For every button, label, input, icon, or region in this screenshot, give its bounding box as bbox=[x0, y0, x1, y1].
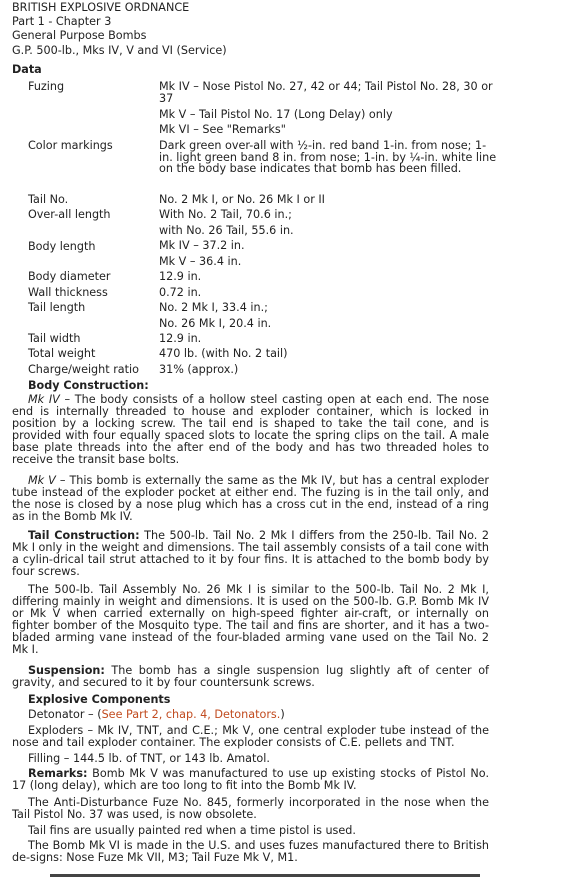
category-title: General Purpose Bombs bbox=[12, 29, 147, 42]
mk5-lead: Mk V bbox=[28, 474, 56, 487]
tail-no-value: No. 2 Mk I, or No. 26 Mk I or II bbox=[159, 193, 325, 206]
color-label: Color markings bbox=[28, 139, 113, 152]
charge-ratio-label: Charge/weight ratio bbox=[28, 363, 139, 376]
tail-length-value-2: No. 26 Mk I, 20.4 in. bbox=[159, 317, 272, 330]
charge-ratio-value: 31% (approx.) bbox=[159, 363, 239, 376]
tail-construction-p2: The 500-lb. Tail Assembly No. 26 Mk I is similar to the 500-lb. Tail No. 2 Mk I, differing mainly in weight and dimensions. It is used on the 500-lb. G.P. Bomb Mk IV or Mk V when carried externally on high-speed fighter air-craft, or internally on fighter bomber of the Mosquito type. The tail and fins are shorter, and it has a two-bladed arming vane instead of the four-bladed arming vane used on the Tail No. 2 Mk I. bbox=[12, 583, 489, 656]
wall-thickness-label: Wall thickness bbox=[28, 286, 108, 299]
total-weight-value: 470 lb. (with No. 2 tail) bbox=[159, 347, 288, 360]
detonators-link[interactable]: See Part 2, chap. 4, Detonators. bbox=[101, 708, 281, 721]
tail-width-value: 12.9 in. bbox=[159, 332, 202, 345]
body-construction-heading: Body Construction: bbox=[28, 379, 149, 392]
tail-length-value-1: No. 2 Mk I, 33.4 in.; bbox=[159, 301, 268, 314]
overall-length-label: Over-all length bbox=[28, 208, 111, 221]
body-diameter-label: Body diameter bbox=[28, 270, 111, 283]
body-length-value-2: Mk V – 36.4 in. bbox=[159, 255, 242, 268]
mk4-text: – The body consists of a hollow steel casting open at each end. The nose end is internally threaded to house and exploder container, which is locked in position by a locking screw. The tail end is shaped to take the tail cone, and is provided with four equally spaced slots to locate the spring clips on the tail. A male base plate threads into the after end of the body and has two threaded holes to receive the transit base bolts. bbox=[12, 393, 489, 466]
mk5-text: – This bomb is externally the same as the Mk IV, but has a central exploder tube instead of the exploder pocket at either end. The fuzing is in the tail only, and the nose is closed by a nose plug which has a cross cut in the end, instead of a ring as in the Bomb Mk IV. bbox=[12, 474, 489, 523]
bomb-title: G.P. 500-lb., Mks IV, V and VI (Service) bbox=[12, 44, 227, 57]
tail-no-label: Tail No. bbox=[28, 193, 69, 206]
overall-length-value-2: with No. 26 Tail, 55.6 in. bbox=[159, 224, 294, 237]
body-diameter-value: 12.9 in. bbox=[159, 270, 202, 283]
remarks-heading: Remarks: bbox=[28, 767, 88, 780]
mk4-lead: Mk IV bbox=[28, 393, 60, 406]
detonator-prefix: Detonator – ( bbox=[28, 708, 102, 721]
data-heading: Data bbox=[12, 63, 42, 76]
anti-disturbance-paragraph: The Anti-Disturbance Fuze No. 845, formerly incorporated in the nose when the Tail Pistol No. 37 was used, is now obsolete. bbox=[12, 796, 489, 821]
body-construction-mk5 bbox=[12, 475, 489, 523]
tail-width-label: Tail width bbox=[28, 332, 81, 345]
detonator-suffix: ) bbox=[280, 708, 285, 721]
tail-length-label: Tail length bbox=[28, 301, 86, 314]
detonator-line bbox=[28, 708, 285, 721]
doc-title: BRITISH EXPLOSIVE ORDNANCE bbox=[12, 1, 190, 14]
body-length-label: Body length bbox=[28, 240, 96, 253]
body-construction-mk4 bbox=[12, 394, 489, 466]
part-chapter: Part 1 - Chapter 3 bbox=[12, 15, 112, 28]
color-value: Dark green over-all with ½-in. red band 1-in. from nose; 1-in. light green band 8 in. from nose; 1-in. by ¼-in. white line on the body base indicates that bomb has been filled. bbox=[159, 139, 497, 175]
tail-construction-heading: Tail Construction: bbox=[28, 529, 140, 542]
suspension-heading: Suspension: bbox=[28, 664, 105, 677]
explosive-components-heading: Explosive Components bbox=[28, 693, 171, 706]
suspension-text: The bomb has a single suspension lug slightly aft of center of gravity, and secured to it by four countersunk screws. bbox=[12, 664, 489, 689]
mk6-paragraph: The Bomb Mk VI is made in the U.S. and uses fuzes manufactured there to British de-signs: Nose Fuze Mk VII, M3; Tail Fuze Mk V, M1. bbox=[12, 839, 489, 864]
fuzing-value-2: Mk V – Tail Pistol No. 17 (Long Delay) only bbox=[159, 108, 393, 121]
remarks-text: Bomb Mk V was manufactured to use up existing stocks of Pistol No. 17 (long delay), which are too long to fit into the Bomb Mk IV. bbox=[12, 767, 489, 792]
suspension-paragraph bbox=[12, 665, 489, 689]
tail-construction-text: The 500-lb. Tail No. 2 Mk I differs from the 250-lb. Tail No. 2 Mk I only in the weight and dimensions. The tail assembly consists of a tail cone with a cylin-drical tail strut attached to it by four fins. It is attached to the bomb body by four screws. bbox=[12, 529, 489, 578]
filling-line: Filling – 144.5 lb. of TNT, or 143 lb. Amatol. bbox=[28, 752, 270, 765]
fuzing-value-1: Mk IV – Nose Pistol No. 27, 42 or 44; Tail Pistol No. 28, 30 or 37 bbox=[159, 80, 493, 105]
body-length-value-1: Mk IV – 37.2 in. bbox=[159, 239, 245, 252]
exploders-paragraph: Exploders – Mk IV, TNT, and C.E.; Mk V, one central exploder tube instead of the nose and tail exploder container. The exploder consists of C.E. pellets and TNT. bbox=[12, 724, 489, 749]
fuzing-value-3: Mk VI – See "Remarks" bbox=[159, 123, 286, 136]
tail-construction-p1 bbox=[12, 530, 489, 578]
total-weight-label: Total weight bbox=[28, 347, 96, 360]
tail-fins-line: Tail fins are usually painted red when a time pistol is used. bbox=[28, 824, 356, 837]
remarks-paragraph bbox=[12, 768, 489, 792]
overall-length-value-1: With No. 2 Tail, 70.6 in.; bbox=[159, 208, 292, 221]
fuzing-label: Fuzing bbox=[28, 80, 65, 93]
wall-thickness-value: 0.72 in. bbox=[159, 286, 202, 299]
